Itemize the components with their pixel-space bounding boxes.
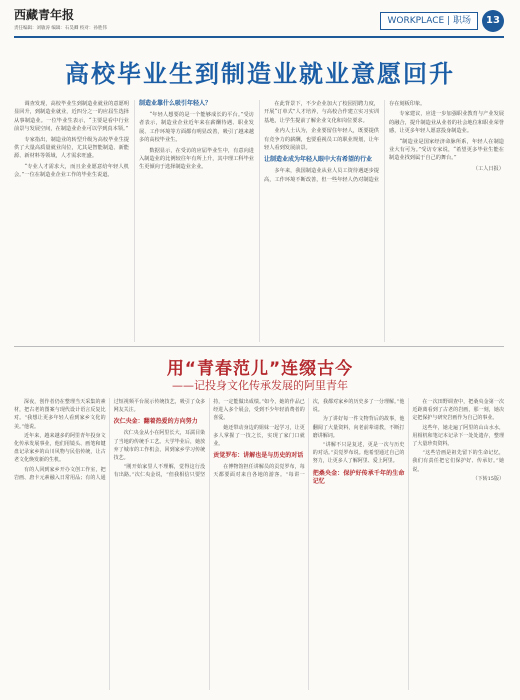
paragraph: 多年来，我国制造业从业人员工资待遇逐步提高，工作环境不断改善，但一些年轻人仍对制造业存在刻板印象。 [264,101,426,183]
paragraph: 为了讲好每一件文物背后的故事，他翻阅了大量资料，向老前辈请教，不断打磨讲解词。 [312,416,405,439]
editor-credits: 责任编辑：刘敏涛 编辑：石昊卿 校对：孙胜伟 [14,26,107,31]
paragraph: 有的人回到家乡开办文创工作室，把岩画、唐卡元素融入日常用品；有的人通过短视频平台展示传统技艺，吸引了众多网友关注。 [14,399,206,481]
paragraph: 调查发现，高校毕业生到制造业就业的意愿明显回升，到制造业就业，近四分之一的应届生选择从事制造业。一位毕业生表示，“主要是看中行业前景与发展空间，在制造业企业可以学到真本领。” [14,101,129,133]
page-number: 13 [482,10,504,32]
paragraph: 次仁央金从小在阿里长大，耳濡目染了当地的传统手工艺。大学毕业后，她放弃了城市的工作机会，回到家乡学习传统技艺。 [113,430,206,462]
article1-headline: 高校毕业生到制造业就业意愿回升 [65,60,455,88]
article2-subtitle: ——记投身文化传承发展的阿里青年 [172,379,348,392]
article2-body [14,398,504,690]
paragraph: “年轻人想要的是一个能够成长的平台。”受访者表示，制造业企业近年来在薪酬待遇、职业发展、工作环境等方面都有明显改善，吸引了越来越多的高校毕业生。 [139,112,254,144]
paragraph: “刚开始家里人不理解，觉得这行没有出路。”次仁央金说，“但我相信只要坚持，一定能做出成绩。”如今，她的作品已经进入多个展会，受到不少年轻消费者的喜爱。 [113,399,305,479]
paragraph: 专家建议，应进一步加强职业教育与产业发展的融合，提升制造业从业者的社会地位和职业荣誉感，让更多年轻人愿意投身制造业。 [389,111,504,135]
article1-body [14,100,504,342]
article2-headline: 用“青春范儿”连缀古今 [166,359,354,379]
masthead-rule [14,36,504,38]
continued-note: （下转15版） [472,475,504,482]
paragraph: 在博物馆担任讲解员的贡觉罗布，每天都要面对来自各地的游客。“每讲一次，我都对家乡的历史多了一分理解。”他说。 [213,399,405,479]
paragraph: 数据显示，在受访的应届毕业生中，有意向进入制造业的比例较往年有所上升，其中理工科毕业生更倾向于选择制造业企业。 [139,147,254,171]
paragraph: 深夜，创作者仍在整理当天采集的素材，把古老的图案与现代设计语言反复比对。“我想让更多年轻人看到家乡文化的美。”他说。 [14,399,106,430]
paragraph: “制造业是国家经济命脉所系，年轻人在制造业大有可为。”受访专家说，“希望更多毕业生能在制造业找到属于自己的舞台。” [389,138,504,162]
paragraph: 专家指出，制造业的转型升级为高校毕业生提供了大量高质量就业岗位，尤其是智能制造、新能源、新材料等领域，人才需求旺盛。 [14,136,129,160]
paragraph: 这些年，她走遍了阿里的山山水水，用相机和笔记本记录下一处处遗存，整理了大量珍贵资料。 [412,424,504,448]
paragraph: 在一次田野调查中，把桑央金第一次近距离看到了古老的岩画，那一刻，她决定把保护与研究岩画作为自己的事业。 [412,399,504,422]
section-tag: WORKPLACE | 职场 [380,12,478,30]
article2-subhead-3: 把桑央金：保护好传承千年的生命记忆 [312,469,405,485]
article2-subhead-1: 次仁央金：翻着热爱的方向努力 [113,418,198,426]
paragraph: “这些岩画是祖先留下的生命记忆，我们有责任把它们保护好、传承好。”她说。 [412,450,504,473]
masthead [14,6,504,36]
paragraph: “讲解不只是复述，更是一次与历史的对话。”贡觉罗布说。他希望通过自己的努力，让更多人了解阿里、爱上阿里。 [312,442,405,465]
article1-byline: （工人日报） [472,165,504,172]
article-divider [14,346,504,347]
paragraph: 近年来，越来越多的阿里青年投身文化传承发展事业，他们用镜头、画笔和键盘记录家乡的山川风物与民俗传统，让古老文化焕发新的生机。 [14,432,106,464]
article1-subhead-2: 让制造业成为年轻人眼中大有希望的行业 [264,156,373,164]
article1-subhead-1: 制造业靠什么吸引年轻人？ [139,100,212,107]
paragraph: 业内人士认为，企业要留住年轻人，既要提供有竞争力的薪酬，也要重视员工的职业规划，让年轻人看到发展前景。 [264,128,379,152]
paragraph: 她还带动身边的姐妹一起学习，让更多人掌握了一技之长，实现了家门口就业。 [213,424,305,448]
paragraph: 在此背景下，不少企业加大了校园招聘力度，开展“订单式”人才培养，与高校合作建立实习实训基地，让学生提前了解企业文化和岗位要求。 [264,101,379,124]
paragraph: “专业人才需求大，而且企业愿意给年轻人机会。”一位在制造业企业工作的毕业生说道。 [14,163,129,179]
paper-name: 西藏青年报 [14,8,75,22]
article2-subhead-2: 贡觉罗布：讲解也是与历史的对话 [213,452,304,460]
